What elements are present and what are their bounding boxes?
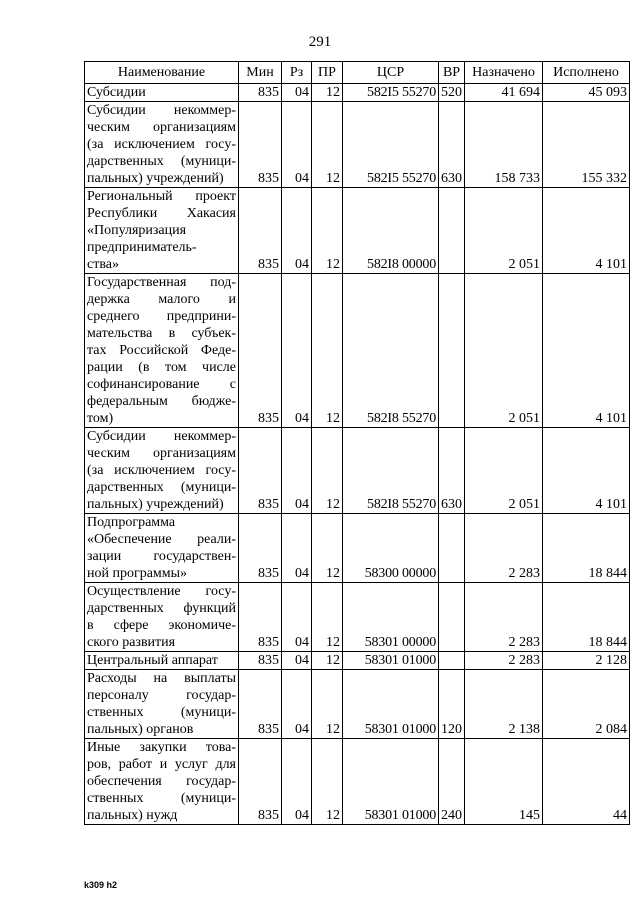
name-line: пальных) учреждений) <box>87 497 224 512</box>
cell-executed: 18 844 <box>543 583 630 652</box>
cell-pr: 12 <box>312 428 343 514</box>
cell-assigned: 2 283 <box>465 652 543 670</box>
cell-csr: 582I8 55270 <box>343 274 439 428</box>
cell-assigned: 2 283 <box>465 514 543 583</box>
name-line: персоналу государ- <box>87 688 236 703</box>
cell-pr: 12 <box>312 274 343 428</box>
table-row <box>85 514 630 583</box>
cell-executed: 45 093 <box>543 84 630 102</box>
cell-executed: 44 <box>543 739 630 825</box>
cell-name <box>85 188 239 274</box>
cell-csr: 58301 00000 <box>343 583 439 652</box>
cell-csr: 58301 01000 <box>343 652 439 670</box>
name-line: обеспечения государ- <box>87 774 236 789</box>
cell-executed: 2 128 <box>543 652 630 670</box>
name-line: держка малого и <box>87 292 236 307</box>
name-line: ского развития <box>87 635 176 650</box>
name-line: дарственных (муници- <box>87 154 236 169</box>
name-line: ной программы» <box>87 566 188 581</box>
cell-rz: 04 <box>282 84 312 102</box>
cell-name <box>85 652 239 670</box>
cell-min: 835 <box>239 652 282 670</box>
cell-assigned: 41 694 <box>465 84 543 102</box>
cell-name <box>85 274 239 428</box>
cell-vr <box>439 652 465 670</box>
name-line: софинансирование с <box>87 377 236 392</box>
name-line: «Обеспечение реали- <box>87 532 236 547</box>
header-executed: Исполнено <box>543 62 630 84</box>
name-line: Государственная под- <box>87 275 236 290</box>
cell-assigned: 2 283 <box>465 583 543 652</box>
cell-vr <box>439 514 465 583</box>
header-min: Мин <box>239 62 282 84</box>
cell-vr: 630 <box>439 428 465 514</box>
table-row <box>85 652 630 670</box>
name-line: Иные закупки това- <box>87 740 236 755</box>
name-line: Подпрограмма <box>87 515 176 530</box>
cell-name <box>85 514 239 583</box>
name-line: федеральным бюдже- <box>87 394 236 409</box>
table-body <box>85 84 630 825</box>
name-line: «Популяризация <box>87 223 187 238</box>
name-line: тах Российской Феде- <box>87 343 236 358</box>
table-row <box>85 102 630 188</box>
cell-name <box>85 102 239 188</box>
cell-name <box>85 583 239 652</box>
cell-rz: 04 <box>282 274 312 428</box>
cell-name <box>85 739 239 825</box>
cell-rz: 04 <box>282 102 312 188</box>
table-row <box>85 274 630 428</box>
cell-assigned: 2 051 <box>465 428 543 514</box>
cell-rz: 04 <box>282 583 312 652</box>
cell-min: 835 <box>239 188 282 274</box>
name-line: пальных) учреждений) <box>87 171 224 186</box>
cell-vr: 240 <box>439 739 465 825</box>
name-line: том) <box>87 411 114 426</box>
cell-pr: 12 <box>312 102 343 188</box>
header-vr: ВР <box>439 62 465 84</box>
cell-csr: 582I5 55270 <box>343 84 439 102</box>
cell-min: 835 <box>239 428 282 514</box>
cell-min: 835 <box>239 670 282 739</box>
cell-executed: 155 332 <box>543 102 630 188</box>
cell-pr: 12 <box>312 652 343 670</box>
cell-name <box>85 428 239 514</box>
cell-min: 835 <box>239 514 282 583</box>
name-line: ственных (муници- <box>87 705 236 720</box>
cell-csr: 58301 01000 <box>343 670 439 739</box>
cell-assigned: 2 051 <box>465 188 543 274</box>
cell-csr: 58300 00000 <box>343 514 439 583</box>
cell-assigned: 2 138 <box>465 670 543 739</box>
page-number: 291 <box>308 34 332 50</box>
cell-vr <box>439 583 465 652</box>
cell-csr: 582I8 55270 <box>343 428 439 514</box>
cell-vr: 120 <box>439 670 465 739</box>
footer-code: k309 h2 <box>84 880 118 890</box>
cell-executed: 2 084 <box>543 670 630 739</box>
name-line: дарственных (муници- <box>87 480 236 495</box>
table-row <box>85 84 630 102</box>
name-line: в сфере экономиче- <box>87 618 236 633</box>
header-pr: ПР <box>312 62 343 84</box>
cell-rz: 04 <box>282 514 312 583</box>
cell-csr: 58301 01000 <box>343 739 439 825</box>
header-csr: ЦСР <box>343 62 439 84</box>
cell-assigned: 2 051 <box>465 274 543 428</box>
name-line: мательства в субъек- <box>87 326 236 341</box>
cell-csr: 582I8 00000 <box>343 188 439 274</box>
header-rz: Рз <box>282 62 312 84</box>
header-name: Наименование <box>85 62 239 84</box>
header-assigned: Назначено <box>465 62 543 84</box>
name-line: рации (в том числе <box>87 360 236 375</box>
name-line: ственных (муници- <box>87 791 236 806</box>
cell-min: 835 <box>239 102 282 188</box>
cell-rz: 04 <box>282 670 312 739</box>
name-line: Субсидии <box>87 85 146 100</box>
name-line: ства» <box>87 257 119 272</box>
name-line: пальных) нужд <box>87 808 178 823</box>
cell-min: 835 <box>239 84 282 102</box>
name-line: зации государствен- <box>87 549 236 564</box>
table-row <box>85 583 630 652</box>
name-line: ческим организациям <box>87 120 236 135</box>
cell-assigned: 145 <box>465 739 543 825</box>
budget-table <box>84 61 630 825</box>
cell-pr: 12 <box>312 188 343 274</box>
table-row <box>85 188 630 274</box>
name-line: Центральный аппарат <box>87 653 218 668</box>
table-row <box>85 670 630 739</box>
name-line: среднего предприни- <box>87 309 236 324</box>
cell-executed: 4 101 <box>543 428 630 514</box>
name-line: пальных) органов <box>87 722 194 737</box>
name-line: Республики Хакасия <box>87 206 236 221</box>
cell-name <box>85 84 239 102</box>
cell-vr: 520 <box>439 84 465 102</box>
cell-executed: 4 101 <box>543 274 630 428</box>
cell-min: 835 <box>239 274 282 428</box>
cell-vr <box>439 188 465 274</box>
cell-vr: 630 <box>439 102 465 188</box>
cell-rz: 04 <box>282 652 312 670</box>
cell-rz: 04 <box>282 188 312 274</box>
cell-executed: 4 101 <box>543 188 630 274</box>
name-line: Субсидии некоммер- <box>87 103 236 118</box>
table-row <box>85 739 630 825</box>
name-line: Осуществление госу- <box>87 584 236 599</box>
name-line: ческим организациям <box>87 446 236 461</box>
name-line: предприниматель- <box>87 240 197 255</box>
cell-executed: 18 844 <box>543 514 630 583</box>
name-line: (за исключением госу- <box>87 137 236 152</box>
cell-pr: 12 <box>312 583 343 652</box>
cell-rz: 04 <box>282 739 312 825</box>
cell-min: 835 <box>239 739 282 825</box>
table-header-row <box>85 62 630 84</box>
name-line: (за исключением госу- <box>87 463 236 478</box>
name-line: Субсидии некоммер- <box>87 429 236 444</box>
table-row <box>85 428 630 514</box>
cell-pr: 12 <box>312 670 343 739</box>
cell-min: 835 <box>239 583 282 652</box>
cell-assigned: 158 733 <box>465 102 543 188</box>
cell-rz: 04 <box>282 428 312 514</box>
cell-vr <box>439 274 465 428</box>
name-line: ров, работ и услуг для <box>87 757 236 772</box>
name-line: дарственных функций <box>87 601 236 616</box>
name-line: Региональный проект <box>87 189 236 204</box>
cell-pr: 12 <box>312 514 343 583</box>
cell-pr: 12 <box>312 84 343 102</box>
name-line: Расходы на выплаты <box>87 671 236 686</box>
cell-pr: 12 <box>312 739 343 825</box>
cell-name <box>85 670 239 739</box>
cell-csr: 582I5 55270 <box>343 102 439 188</box>
